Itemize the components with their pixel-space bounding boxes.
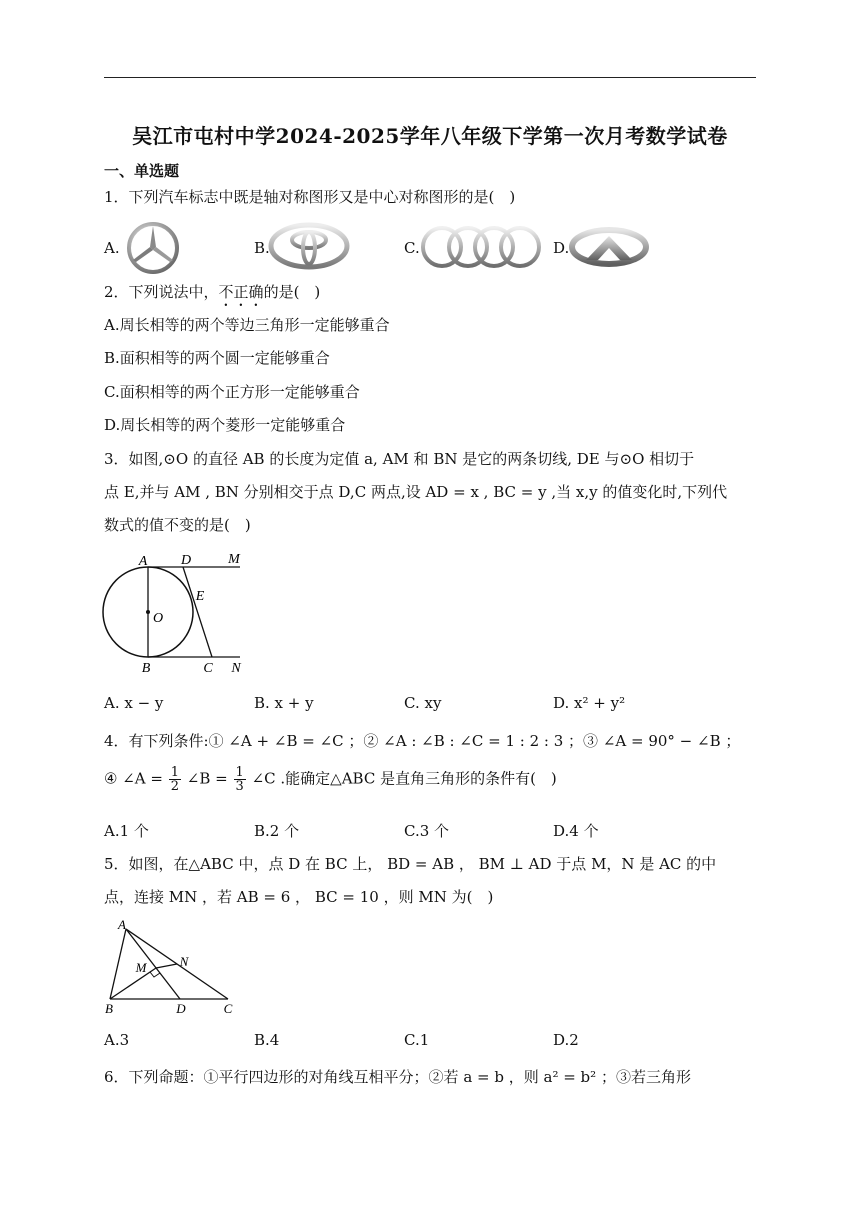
q4-option-a[interactable]: A.1 个 <box>104 822 149 840</box>
q1-option-b-label[interactable]: B. <box>254 239 270 257</box>
q3-option-a[interactable]: A. x − y <box>104 694 164 712</box>
q4-fraction-third <box>234 766 246 793</box>
q3-label-b: B <box>141 661 151 676</box>
q2-option-b[interactable]: B.面积相等的两个圆一定能够重合 <box>104 349 330 367</box>
q3-label-m: M <box>228 552 240 567</box>
q1-option-d-label[interactable]: D. <box>553 239 570 257</box>
q2-option-d[interactable]: D.周长相等的两个菱形一定能够重合 <box>104 416 346 434</box>
q5-stem-line1: 5．如图，在△ABC 中，点 D 在 BC 上， BD = AB ， BM ⊥ AD 于点 M，N 是 AC 的中 <box>104 855 717 873</box>
q5-label-b: B <box>105 1001 113 1016</box>
q4-half-num: 1 <box>170 765 180 780</box>
q5-stem-line2: 点，连接 MN ，若 AB = 6 ， BC = 10 ，则 MN 为( ) <box>104 888 494 906</box>
q5-option-b[interactable]: B.4 <box>254 1031 280 1049</box>
q5-label-d: D <box>176 1001 186 1016</box>
q3-label-d: D <box>180 553 192 568</box>
q5-label-n: N <box>179 954 189 969</box>
q2-stem <box>104 281 320 310</box>
q3-label-e: E <box>195 589 205 604</box>
q3-stem-line3: 数式的值不变的是( ) <box>104 516 251 534</box>
q3-option-c[interactable]: C. xy <box>404 694 442 712</box>
q4-line2-mid: ∠B = <box>186 769 228 788</box>
q4-third-den: 3 <box>235 779 244 794</box>
q1-option-a-label[interactable]: A. <box>104 239 120 257</box>
q2-option-c[interactable]: C.面积相等的两个正方形一定能够重合 <box>104 383 360 401</box>
q4-fraction-half <box>169 766 181 793</box>
audi-logo-icon <box>420 224 542 270</box>
q5-label-m: M <box>135 960 147 975</box>
q3-label-c: C <box>203 661 213 676</box>
q1-stem: 1．下列汽车标志中既是轴对称图形又是中心对称图形的是( ) <box>104 188 516 206</box>
q3-label-a: A <box>138 554 148 569</box>
q3-option-b[interactable]: B. x + y <box>254 694 314 712</box>
toyota-logo-icon <box>268 222 350 270</box>
q4-line2-pre: ④ ∠A = <box>104 769 163 788</box>
q6-stem-line1: 6．下列命题：①平行四边形的对角线互相平分；②若 a = b ，则 a² = b² ；③若三角形 <box>104 1068 691 1086</box>
q3-label-o: O <box>152 611 164 626</box>
q4-stem-line1: 4．有下列条件:① ∠A + ∠B = ∠C ；② ∠A : ∠B : ∠C = 1 : 2 : 3 ；③ ∠A = 90° − ∠B ； <box>104 732 741 750</box>
q5-option-d[interactable]: D.2 <box>553 1031 579 1049</box>
q4-line2-post: ∠C .能确定△ABC 是直角三角形的条件有( ) <box>251 769 557 788</box>
q5-figure <box>100 915 240 1020</box>
q2-option-a[interactable]: A.周长相等的两个等边三角形一定能够重合 <box>104 316 390 334</box>
q3-stem-line1: 3．如图,⊙O 的直径 AB 的长度为定值 a, AM 和 BN 是它的两条切线, DE 与⊙O 相切于 <box>104 450 695 468</box>
mercedes-logo-icon <box>122 222 184 274</box>
q3-stem-line2: 点 E,并与 AM , BN 分别相交于点 D,C 两点,设 AD = x , BC = y ,当 x,y 的值变化时,下列代 <box>104 483 728 501</box>
q4-option-d[interactable]: D.4 个 <box>553 822 599 840</box>
q3-label-n: N <box>231 661 241 676</box>
infiniti-logo-icon <box>568 226 650 268</box>
q4-half-den: 2 <box>170 779 180 794</box>
q1-option-c-label[interactable]: C. <box>404 239 420 257</box>
q4-option-c[interactable]: C.3 个 <box>404 822 450 840</box>
section-heading: 一、单选题 <box>104 162 180 180</box>
q5-option-c[interactable]: C.1 <box>404 1031 430 1049</box>
q2-stem-emphasis: 不正确 <box>218 283 264 301</box>
q2-stem-pre: 2．下列说法中， <box>104 283 219 301</box>
q3-option-d[interactable]: D. x² + y² <box>553 694 626 712</box>
q4-third-num: 1 <box>235 765 244 780</box>
q2-stem-post: 的是( ) <box>263 283 321 301</box>
q4-option-b[interactable]: B.2 个 <box>254 822 300 840</box>
q3-figure <box>100 548 260 678</box>
page-title: 吴江市屯村中学2024-2025学年八年级下学第一次月考数学试卷 <box>132 124 728 148</box>
q5-option-a[interactable]: A.3 <box>104 1031 130 1049</box>
q5-label-a: A <box>118 917 126 932</box>
q5-label-c: C <box>223 1001 233 1016</box>
q4-stem-line2 <box>104 766 557 793</box>
header-rule <box>104 77 756 78</box>
